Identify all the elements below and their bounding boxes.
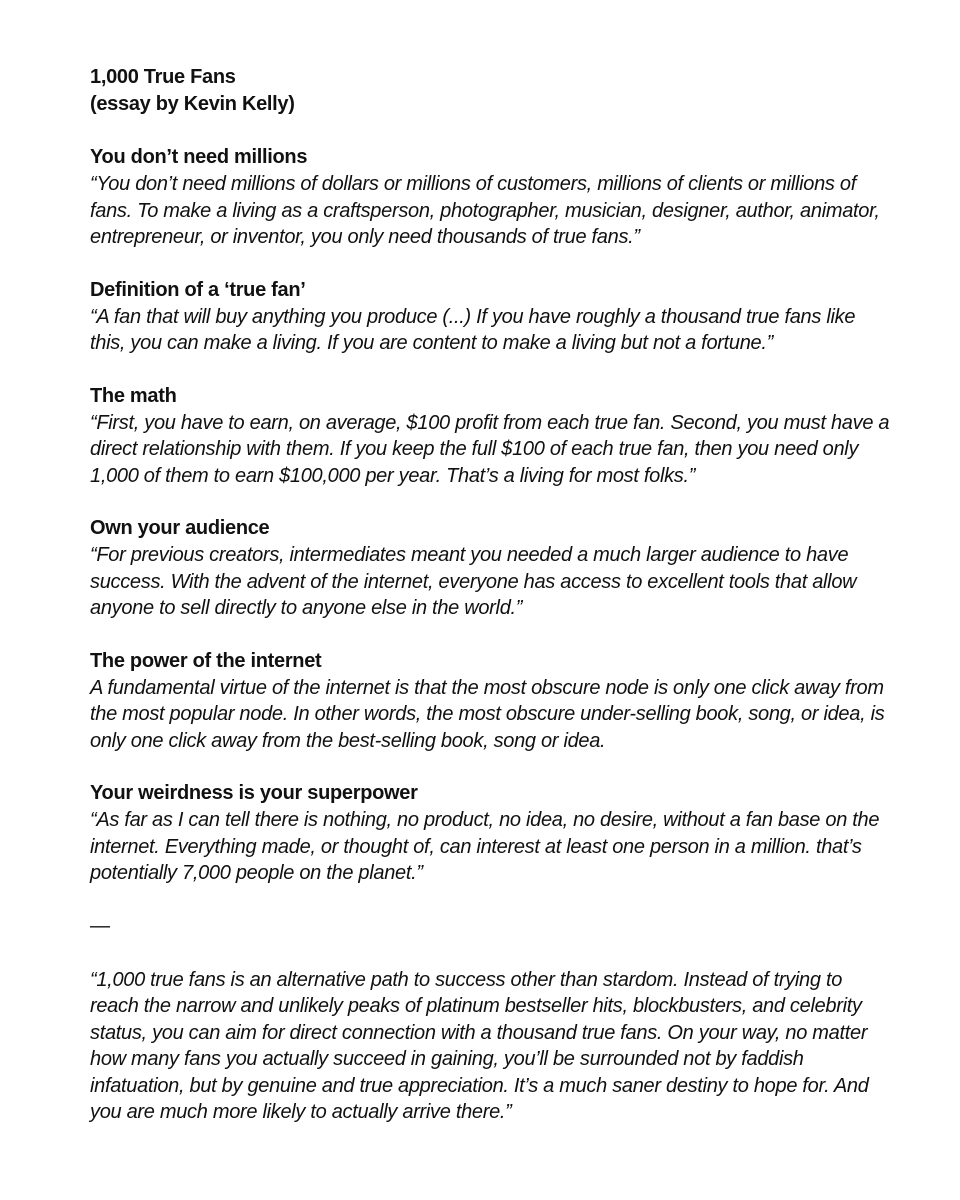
section-power-of-internet	[90, 648, 890, 755]
section-the-math	[90, 383, 890, 490]
document-page	[90, 64, 890, 1126]
section-text: “First, you have to earn, on average, $100 profit from each true fan. Second, you must have a direct relationship with them. If you keep the full $100 of each true fan, then you need only 1,000 of them to earn $100,000 per year. That’s a living for most folks.”	[90, 411, 890, 487]
document-title: 1,000 True Fans	[90, 66, 236, 88]
section-heading: Definition of a ‘true fan’	[90, 278, 306, 301]
section-text: A fundamental virtue of the internet is that the most obscure node is only one click away from the most popular node. In other words, the most obscure under-selling book, song, or idea, is only one click away from the best-selling book, song or idea.	[90, 676, 885, 752]
section-heading: The power of the internet	[90, 649, 322, 672]
section-text: “As far as I can tell there is nothing, no product, no idea, no desire, without a fan base on the internet. Everything made, or thought of, can interest at least one person in a million. that’s potentially 7,000 people on the planet.”	[90, 809, 880, 884]
section-text: “For previous creators, intermediates meant you needed a much larger audience to have success. With the advent of the internet, everyone has access to excellent tools that allow anyone to sell directly to anyone else in the world.”	[90, 544, 857, 619]
section-text: “A fan that will buy anything you produce (...) If you have roughly a thousand true fans like this, you can make a living. If you are content to make a living but not a fortune.”	[90, 305, 856, 354]
section-definition-true-fan	[90, 277, 890, 357]
section-you-dont-need-millions	[90, 144, 890, 251]
section-weirdness-superpower	[90, 780, 890, 887]
em-dash-divider: —	[90, 914, 110, 937]
section-heading: You don’t need millions	[90, 146, 308, 168]
section-heading: Own your audience	[90, 517, 270, 539]
closing-quote: “1,000 true fans is an alternative path to success other than stardom. Instead of trying to reach the narrow and unlikely peaks of platinum bestseller hits, blockbusters, and celebrity status, you can aim for direct connection with a thousand true fans. On your way, no matter how many fans you actually succeed in gaining, you’ll be surrounded not by faddish infatuation, but by genuine and true appreciation. It’s a much saner destiny to hope for. And you are much more likely to actually arrive there.”	[90, 968, 869, 1123]
section-heading: The math	[90, 384, 177, 407]
section-text: “You don’t need millions of dollars or millions of customers, millions of clients or millions of fans. To make a living as a craftsperson, photographer, musician, designer, author, animator, entrepreneur, or inventor, you only need thousands of true fans.”	[90, 173, 880, 248]
document-subtitle: (essay by Kevin Kelly)	[90, 93, 295, 115]
section-heading: Your weirdness is your superpower	[90, 782, 418, 804]
section-own-your-audience	[90, 515, 890, 622]
